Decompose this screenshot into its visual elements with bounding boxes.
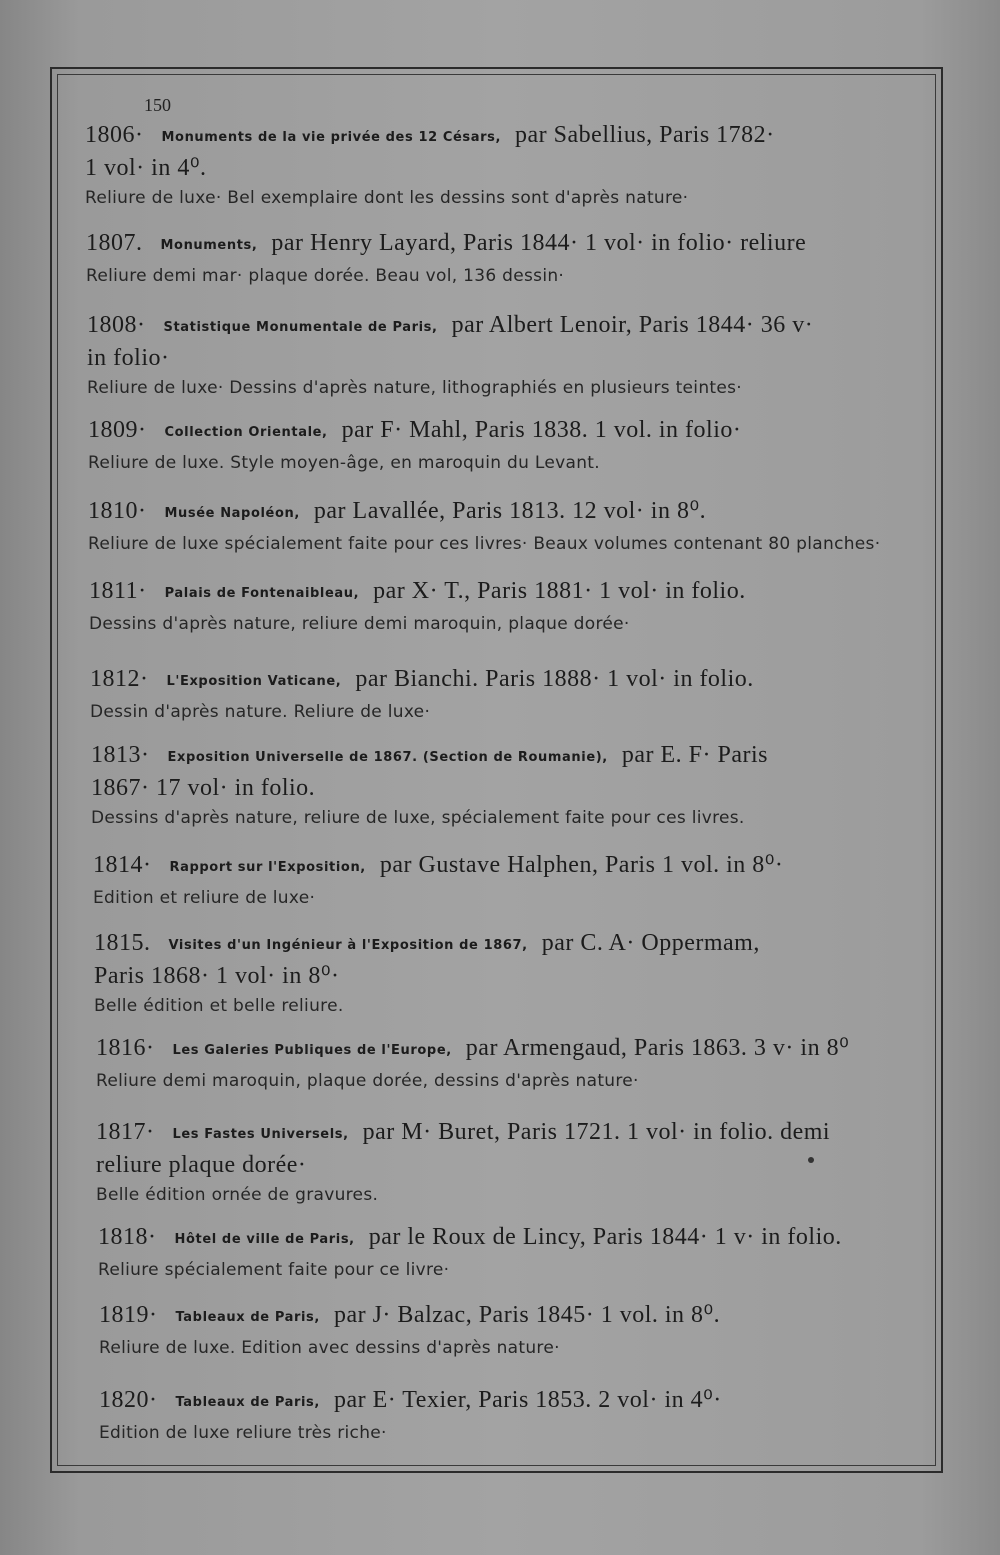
entry-byline: par E. F· Paris xyxy=(621,742,768,768)
catalog-entry xyxy=(94,928,939,1019)
entry-byline: par E· Texier, Paris 1853. 2 vol· in 4⁰· xyxy=(333,1387,722,1413)
entry-title: Les Galeries Publiques de l'Europe, xyxy=(172,1043,452,1058)
entry-description: Belle édition ornée de gravures. xyxy=(96,1185,379,1205)
entry-number: 1808· xyxy=(87,312,146,338)
entry-byline: par le Roux de Lincy, Paris 1844· 1 v· in folio. xyxy=(368,1224,842,1250)
entry-description: Reliure spécialement faite pour ce livre· xyxy=(98,1260,450,1280)
entry-description: Reliure de luxe. Style moyen-âge, en maroquin du Levant. xyxy=(88,453,600,473)
entry-byline: par Lavallée, Paris 1813. 12 vol· in 8⁰. xyxy=(313,498,707,524)
entry-description: Reliure de luxe spécialement faite pour ces livres· Beaux volumes contenant 80 planches· xyxy=(88,534,881,554)
entry-description: Reliure demi mar· plaque dorée. Beau vol, 136 dessin· xyxy=(86,266,565,286)
entry-byline: par F· Mahl, Paris 1838. 1 vol. in folio· xyxy=(341,417,742,443)
entry-heading xyxy=(91,740,936,773)
entry-description: Dessin d'après nature. Reliure de luxe· xyxy=(90,702,431,722)
entry-title: Statistique Monumentale de Paris, xyxy=(163,320,438,335)
entry-heading xyxy=(99,1300,944,1333)
catalog-entry xyxy=(96,1033,941,1094)
entry-heading xyxy=(98,1222,943,1255)
catalog-entry xyxy=(87,310,932,401)
catalog-entry xyxy=(91,740,936,831)
entry-description: Edition de luxe reliure très riche· xyxy=(99,1423,387,1443)
entry-heading xyxy=(90,664,935,697)
entry-byline: par X· T., Paris 1881· 1 vol· in folio. xyxy=(373,578,746,604)
entry-number: 1813· xyxy=(91,742,150,768)
page-number: 150 xyxy=(144,95,171,115)
entry-continuation: 1 vol· in 4⁰. xyxy=(85,155,207,181)
entry-heading xyxy=(93,850,938,883)
entry-number: 1818· xyxy=(98,1224,157,1250)
entry-title: L'Exposition Vaticane, xyxy=(166,674,342,689)
entry-byline: par Albert Lenoir, Paris 1844· 36 v· xyxy=(451,312,814,338)
entry-title: Monuments de la vie privée des 12 Césars, xyxy=(161,130,502,145)
entry-number: 1807. xyxy=(86,230,143,256)
entry-description: Dessins d'après nature, reliure demi maroquin, plaque dorée· xyxy=(89,614,630,634)
entry-title: Exposition Universelle de 1867. (Section de Roumanie), xyxy=(167,750,608,765)
entry-continuation: reliure plaque dorée· xyxy=(96,1152,307,1178)
catalog-entry xyxy=(89,576,934,637)
entry-description: Reliure de luxe. Edition avec dessins d'après nature· xyxy=(99,1338,560,1358)
entry-byline: par J· Balzac, Paris 1845· 1 vol. in 8⁰. xyxy=(333,1302,721,1328)
entry-title: Rapport sur l'Exposition, xyxy=(169,860,366,875)
catalog-entry xyxy=(96,1117,941,1208)
entry-byline: par Sabellius, Paris 1782· xyxy=(515,122,775,148)
entry-byline: par Bianchi. Paris 1888· 1 vol· in folio. xyxy=(355,666,754,692)
entry-number: 1811· xyxy=(89,578,147,604)
entry-description: Dessins d'après nature, reliure de luxe, spécialement faite pour ces livres. xyxy=(91,808,745,828)
entry-title: Tableaux de Paris, xyxy=(175,1395,320,1410)
entry-title: Musée Napoléon, xyxy=(164,506,300,521)
entry-number: 1815. xyxy=(94,930,151,956)
entry-title: Hôtel de ville de Paris, xyxy=(174,1232,355,1247)
entry-heading xyxy=(88,415,933,448)
entry-title: Monuments, xyxy=(160,238,258,253)
entry-description: Reliure de luxe· Bel exemplaire dont les dessins sont d'après nature· xyxy=(85,188,689,208)
entry-number: 1809· xyxy=(88,417,147,443)
entry-byline: par Henry Layard, Paris 1844· 1 vol· in folio· reliure xyxy=(271,230,807,256)
catalog-entry xyxy=(99,1385,944,1446)
entry-description: Edition et reliure de luxe· xyxy=(93,888,316,908)
entry-number: 1817· xyxy=(96,1119,155,1145)
catalog-entry xyxy=(85,120,930,211)
catalog-entry xyxy=(88,496,933,557)
entry-heading xyxy=(96,1033,941,1066)
entry-number: 1806· xyxy=(85,122,144,148)
entry-heading xyxy=(89,576,934,609)
entry-heading xyxy=(87,310,932,343)
entry-byline: par M· Buret, Paris 1721. 1 vol· in folio. demi xyxy=(362,1119,831,1145)
entry-heading xyxy=(86,228,931,261)
entry-continuation: 1867· 17 vol· in folio. xyxy=(91,775,316,801)
entry-byline: par C. A· Oppermam, xyxy=(541,930,760,956)
entry-description: Reliure demi maroquin, plaque dorée, dessins d'après nature· xyxy=(96,1071,639,1091)
entry-title: Palais de Fontenaibleau, xyxy=(164,586,360,601)
entry-heading xyxy=(85,120,930,153)
entry-byline: par Gustave Halphen, Paris 1 vol. in 8⁰· xyxy=(379,852,784,878)
catalog-entry xyxy=(93,850,938,911)
entry-heading xyxy=(96,1117,941,1150)
entry-heading xyxy=(94,928,939,961)
entry-continuation: in folio· xyxy=(87,345,170,371)
entry-number: 1812· xyxy=(90,666,149,692)
catalog-entry xyxy=(90,664,935,725)
entry-number: 1816· xyxy=(96,1035,155,1061)
ink-spot xyxy=(808,1157,814,1163)
entry-heading xyxy=(99,1385,944,1418)
entry-description: Belle édition et belle reliure. xyxy=(94,996,344,1016)
entry-number: 1820· xyxy=(99,1387,158,1413)
entry-number: 1814· xyxy=(93,852,152,878)
catalog-entry xyxy=(86,228,931,289)
entry-continuation: Paris 1868· 1 vol· in 8⁰· xyxy=(94,963,340,989)
entry-number: 1810· xyxy=(88,498,147,524)
catalog-entry xyxy=(99,1300,944,1361)
catalog-entry xyxy=(88,415,933,476)
entry-description: Reliure de luxe· Dessins d'après nature, lithographiés en plusieurs teintes· xyxy=(87,378,742,398)
entry-title: Visites d'un Ingénieur à l'Exposition de 1867, xyxy=(168,938,528,953)
entry-heading xyxy=(88,496,933,529)
entry-number: 1819· xyxy=(99,1302,158,1328)
catalog-entry xyxy=(98,1222,943,1283)
entry-title: Collection Orientale, xyxy=(164,425,328,440)
entry-byline: par Armengaud, Paris 1863. 3 v· in 8⁰ xyxy=(465,1035,850,1061)
entry-title: Tableaux de Paris, xyxy=(175,1310,320,1325)
entry-title: Les Fastes Universels, xyxy=(172,1127,349,1142)
